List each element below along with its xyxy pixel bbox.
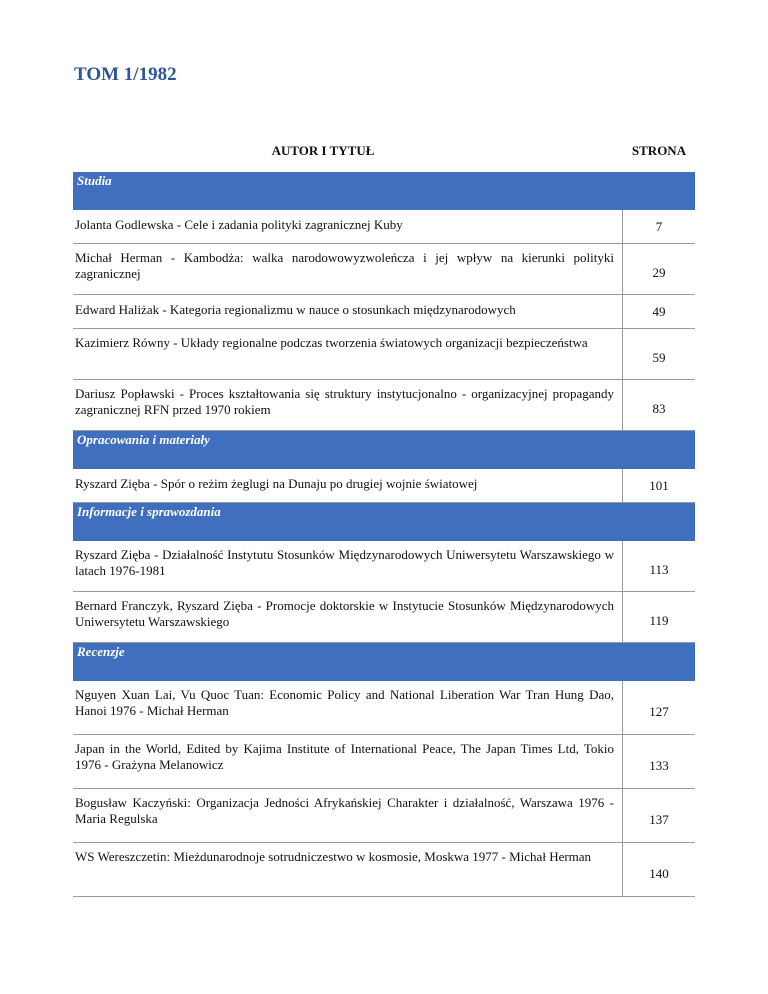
table-row	[73, 843, 695, 897]
section-title: Opracowania i materiały	[77, 432, 210, 447]
entry-page-number: 29	[652, 265, 666, 280]
entry-title: Bogusław Kaczyński: Organizacja Jedności Afrykańskiej Charakter i działalność, Warszawa 1976 - Maria Regulska	[73, 789, 623, 842]
table-row	[73, 541, 695, 592]
page-column-header: STRONA	[631, 143, 687, 158]
entry-page-number: 119	[649, 613, 669, 628]
table-row	[73, 469, 695, 503]
table-of-contents	[73, 130, 695, 897]
section-header-recenzje	[73, 643, 695, 681]
entry-page-number: 140	[649, 865, 669, 881]
entry-page-number: 113	[649, 562, 669, 577]
entry-page-number: 133	[649, 757, 669, 773]
entry-title: Jolanta Godlewska - Cele i zadania polityki zagranicznej Kuby	[73, 210, 623, 243]
entry-page-number: 137	[649, 811, 669, 827]
table-row	[73, 210, 695, 244]
entry-title: Ryszard Zięba - Spór o reżim żeglugi na Dunaju po drugiej wojnie światowej	[73, 469, 623, 502]
section-title: Studia	[77, 173, 112, 188]
entry-page-number: 127	[649, 703, 669, 719]
entry-title: Nguyen Xuan Lai, Vu Quoc Tuan: Economic Policy and National Liberation War Tran Hung Dao, Hanoi 1976 - Michał Herman	[73, 681, 623, 734]
table-row	[73, 681, 695, 735]
entry-title: Japan in the World, Edited by Kajima Institute of International Peace, The Japan Times Ltd, Tokio 1976 - Grażyna Melanowicz	[73, 735, 623, 788]
entry-page-number: 49	[652, 303, 666, 319]
table-row	[73, 592, 695, 643]
section-header-studia	[73, 172, 695, 210]
table-row	[73, 735, 695, 789]
entry-title: Edward Haliżak - Kategoria regionalizmu w nauce o stosunkach międzynarodowych	[73, 295, 623, 328]
entry-page-number: 101	[649, 477, 669, 493]
entry-title: Ryszard Zięba - Działalność Instytutu Stosunków Międzynarodowych Uniwersytetu Warszawskiego w latach 1976-1981	[73, 541, 623, 591]
section-header-opracowania	[73, 431, 695, 469]
table-row	[73, 244, 695, 295]
table-row	[73, 329, 695, 380]
entry-title: Bernard Franczyk, Ryszard Zięba - Promocje doktorskie w Instytucie Stosunków Międzynarodowych Uniwersytetu Warszawskiego	[73, 592, 623, 642]
entry-page-number: 83	[652, 401, 666, 416]
table-row	[73, 380, 695, 431]
entry-page-number: 59	[652, 350, 666, 365]
table-header	[73, 130, 695, 172]
page-title: TOM 1/1982	[74, 64, 177, 85]
table-row	[73, 295, 695, 329]
table-row	[73, 789, 695, 843]
entry-title: Dariusz Popławski - Proces kształtowania się struktury instytucjonalno - organizacyjnej propagandy zagranicznej RFN przed 1970 rokiem	[73, 380, 623, 430]
entry-title: Michał Herman - Kambodża: walka narodowowyzwoleńcza i jej wpływ na kierunki polityki zagranicznej	[73, 244, 623, 294]
author-title-column-header: AUTOR I TYTUŁ	[271, 143, 375, 158]
section-title: Recenzje	[77, 644, 125, 659]
section-header-informacje	[73, 503, 695, 541]
entry-title: Kazimierz Równy - Układy regionalne podczas tworzenia światowych organizacji bezpieczeństwa	[73, 329, 623, 379]
section-title: Informacje i sprawozdania	[77, 504, 221, 519]
entry-page-number: 7	[655, 218, 663, 234]
entry-title: WS Wereszczetin: Mieżdunarodnoje sotrudniczestwo w kosmosie, Moskwa 1977 - Michał Herman	[73, 843, 623, 896]
